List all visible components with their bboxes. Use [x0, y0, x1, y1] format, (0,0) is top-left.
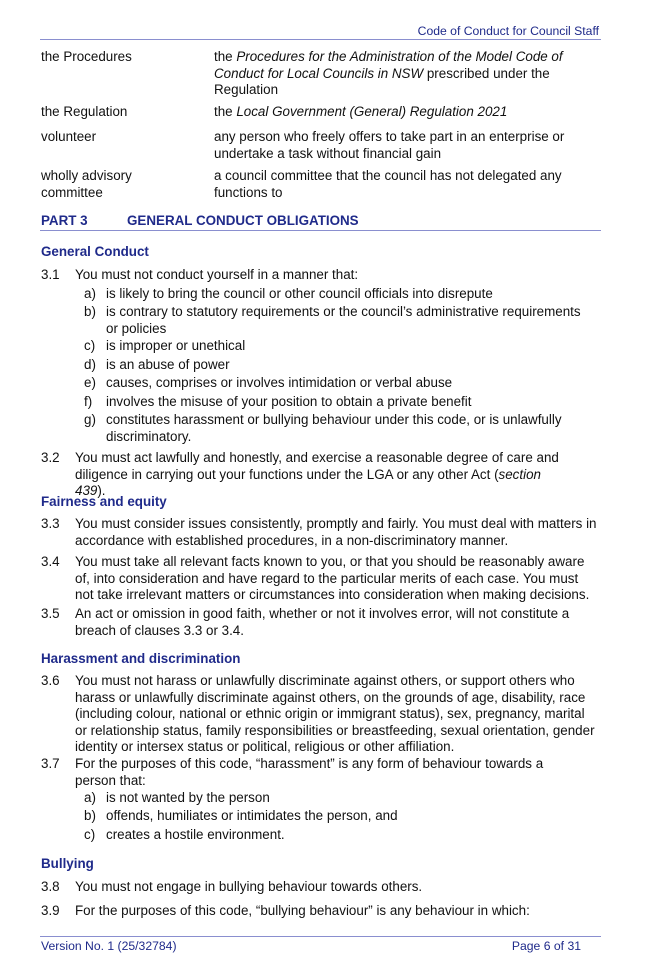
- definition-term: the Procedures: [41, 49, 132, 64]
- list-letter: c): [84, 338, 96, 353]
- clause-text: You must not engage in bullying behaviour towards others.: [75, 879, 423, 894]
- document-title: Code of Conduct for Council Staff: [417, 24, 599, 38]
- clause-number: 3.1: [41, 267, 60, 282]
- clause-text: An act or omission in good faith, whether or not it involves error, will not constitute a breach of clauses 3.3 or 3.4.: [75, 606, 570, 638]
- clause-number: 3.3: [41, 516, 60, 531]
- list-item: is likely to bring the council or other council officials into disrepute: [106, 286, 493, 301]
- section-heading-bullying: Bullying: [41, 856, 94, 871]
- list-letter: f): [84, 394, 93, 409]
- list-item: is not wanted by the person: [106, 790, 270, 805]
- definition-term: wholly advisory committee: [41, 168, 132, 200]
- clause-number: 3.9: [41, 903, 60, 918]
- list-letter: d): [84, 357, 96, 372]
- section-heading-general-conduct: General Conduct: [41, 244, 149, 259]
- clause-number: 3.5: [41, 606, 60, 621]
- definition-text: the Procedures for the Administration of the Model Code of Conduct for Local Councils in NSW prescribed under the Regulation: [214, 49, 563, 97]
- clause-number: 3.7: [41, 756, 60, 771]
- list-item: is contrary to statutory requirements or the council’s administrative requirements or policies: [106, 304, 581, 336]
- section-heading-fairness: Fairness and equity: [41, 494, 167, 509]
- list-letter: e): [84, 375, 96, 390]
- list-letter: a): [84, 286, 96, 301]
- list-letter: c): [84, 827, 96, 842]
- clause-text: For the purposes of this code, “bullying behaviour” is any behaviour in which:: [75, 903, 530, 918]
- list-item: offends, humiliates or intimidates the person, and: [106, 808, 398, 823]
- list-item: creates a hostile environment.: [106, 827, 285, 842]
- page-footer: [40, 936, 601, 951]
- definition-term: the Regulation: [41, 104, 128, 119]
- list-item: constitutes harassment or bullying behaviour under this code, or is unlawfully discriminatory.: [106, 412, 562, 444]
- list-letter: b): [84, 304, 96, 319]
- part-number: PART 3: [41, 213, 88, 228]
- clause-text: You must not conduct yourself in a manner that:: [75, 267, 359, 282]
- clause-number: 3.8: [41, 879, 60, 894]
- clause-number: 3.6: [41, 673, 60, 688]
- page-header: [40, 22, 601, 40]
- list-letter: a): [84, 790, 96, 805]
- section-heading-harassment: Harassment and discrimination: [41, 651, 241, 666]
- list-item: causes, comprises or involves intimidation or verbal abuse: [106, 375, 453, 390]
- list-letter: b): [84, 808, 96, 823]
- definition-text: any person who freely offers to take part in an enterprise or undertake a task without financial gain: [214, 129, 565, 161]
- list-item: involves the misuse of your position to obtain a private benefit: [106, 394, 472, 409]
- version-number: Version No. 1 (25/32784): [41, 939, 177, 953]
- clause-text: You must not harass or unlawfully discriminate against others, or support others who harass or unlawfully discriminate against others, on the grounds of age, disability, race (including colour, national or ethnic origin or immigrant status), sex, pregnancy, marital or relationship status, family responsibilities or breastfeeding, sexual orientation, gender identity or intersex status or political, religious or other affiliation.: [75, 673, 595, 754]
- definition-text: a council committee that the council has not delegated any functions to: [214, 168, 562, 200]
- clause-text: You must consider issues consistently, promptly and fairly. You must deal with matters in accordance with established procedures, in a non-discriminatory manner.: [75, 516, 597, 548]
- definition-text: the Local Government (General) Regulation 2021: [214, 104, 508, 119]
- definition-term: volunteer: [41, 129, 97, 144]
- part-heading: [40, 212, 601, 231]
- clause-text: You must take all relevant facts known to you, or that you should be reasonably aware of, into consideration and have regard to the particular merits of each case. You must not take irrelevant matters or circumstances into consideration when making decisions.: [75, 554, 590, 602]
- part-title: GENERAL CONDUCT OBLIGATIONS: [127, 213, 359, 228]
- clause-number: 3.4: [41, 554, 60, 569]
- list-item: is an abuse of power: [106, 357, 230, 372]
- clause-text: For the purposes of this code, “harassment” is any form of behaviour towards a person that:: [75, 756, 544, 788]
- list-letter: g): [84, 412, 96, 427]
- list-item: is improper or unethical: [106, 338, 246, 353]
- clause-text: You must act lawfully and honestly, and exercise a reasonable degree of care and diligence in carrying out your functions under the LGA or any other Act (section 439).: [75, 450, 559, 498]
- page-number: Page 6 of 31: [511, 939, 581, 953]
- clause-number: 3.2: [41, 450, 60, 465]
